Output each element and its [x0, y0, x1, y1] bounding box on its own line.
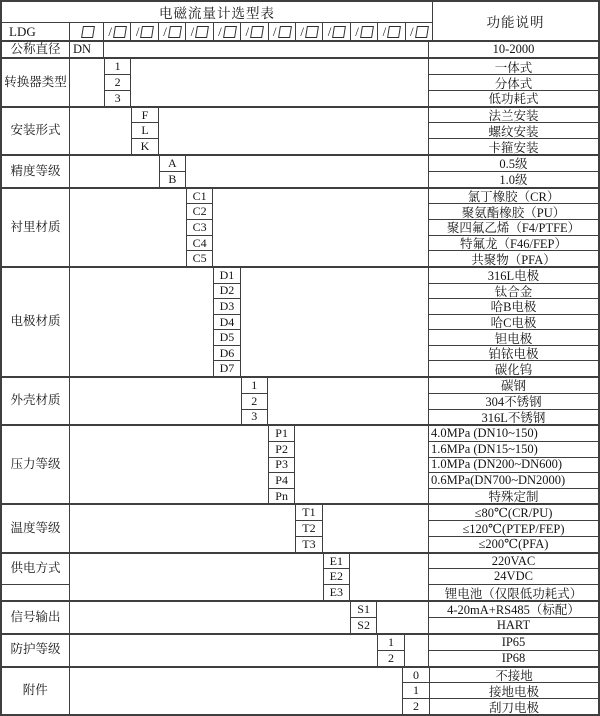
code-slot — [269, 23, 296, 40]
code-cell: S2 — [357, 617, 370, 632]
description-column — [428, 268, 598, 376]
model-code-row — [2, 23, 432, 40]
category-label: 转换器类型 — [2, 59, 70, 105]
code-box-icon — [360, 26, 374, 38]
description-cell: 法兰安装 — [429, 108, 598, 124]
slash-glyph: / — [218, 24, 222, 39]
code-box-icon — [250, 26, 264, 38]
description-cell: 1.6MPa (DN15~150) — [429, 442, 598, 458]
slash-glyph: / — [300, 24, 304, 39]
description-cell: 刮刀电极 — [489, 700, 540, 714]
code-box-icon — [305, 26, 319, 38]
description-column — [428, 602, 598, 633]
description-cell: 4-20mA+RS485（标配） — [429, 602, 598, 618]
function-column-title: 功能说明 — [432, 2, 598, 40]
code-cell: T1 — [296, 505, 321, 521]
slash-glyph: / — [410, 24, 414, 39]
slash-glyph: / — [135, 24, 140, 39]
code-cell: 1 — [403, 683, 429, 699]
code-cell: 2 — [387, 650, 394, 665]
blank-cell — [70, 505, 295, 551]
description-column — [428, 554, 598, 600]
description-cell: 1.0MPa (DN200~DN600) — [429, 458, 598, 474]
code-cell: D3 — [214, 299, 239, 315]
blank-cell — [70, 59, 104, 105]
description-column — [428, 42, 598, 57]
slash-glyph: / — [272, 24, 277, 39]
blank-cell — [323, 505, 428, 551]
blank-cell — [186, 156, 428, 187]
description-cell: ≤120℃(PTEP/FEP) — [429, 521, 598, 537]
description-cell: 哈B电极 — [429, 299, 598, 315]
description-column — [428, 59, 598, 105]
category-block — [2, 57, 598, 105]
code-cell: P1 — [269, 426, 294, 442]
blank-cell — [377, 602, 428, 633]
description-column — [428, 426, 598, 503]
category-label: 电极材质 — [2, 268, 70, 376]
blank-cell — [104, 42, 428, 57]
description-cell: 24VDC — [429, 569, 598, 585]
description-cell: 不接地 — [430, 668, 598, 684]
category-block — [2, 552, 598, 600]
code-slot — [406, 23, 432, 40]
blank-cell — [70, 189, 186, 266]
code-slot — [323, 23, 350, 40]
code-cell: T3 — [302, 536, 316, 551]
blank-cell — [70, 268, 213, 376]
category-block — [2, 666, 598, 714]
code-column — [104, 59, 131, 105]
blank-cell — [268, 378, 428, 424]
code-cell: B — [168, 171, 177, 186]
description-cell: 316L电极 — [429, 268, 598, 284]
code-cell: 3 — [251, 409, 258, 424]
blank-cell — [295, 426, 428, 503]
description-cell: IP68 — [501, 650, 526, 665]
code-cell: Pn — [275, 488, 288, 503]
code-box-icon — [140, 26, 154, 38]
code-cell: 1 — [378, 635, 403, 651]
description-cell: 4.0MPa (DN10~150) — [429, 426, 598, 442]
blank-cell — [350, 554, 428, 600]
code-cell: E1 — [324, 554, 349, 570]
code-slot — [214, 23, 241, 40]
category-label: 附件 — [2, 668, 70, 714]
category-label: 衬里材质 — [2, 189, 70, 266]
description-cell: 聚四氟乙烯（F4/PTFE） — [429, 220, 598, 236]
description-cell: 卡箍安装 — [488, 140, 539, 154]
code-cell: E3 — [329, 585, 343, 600]
description-cell: 锂电池（仅限低功耗式） — [444, 586, 583, 600]
description-cell: IP65 — [429, 635, 598, 651]
code-column — [213, 268, 240, 376]
table-header-row — [2, 2, 598, 40]
code-cell: K — [140, 139, 150, 154]
page-title: 电磁流量计选型表 — [2, 2, 432, 23]
blank-cell — [241, 268, 428, 376]
code-cell: S1 — [351, 602, 376, 618]
code-box-icon — [332, 26, 346, 38]
description-column — [428, 108, 598, 154]
code-column — [268, 426, 295, 503]
code-cell: D7 — [219, 361, 235, 376]
code-slot — [351, 23, 378, 40]
category-label: 外壳材质 — [2, 378, 70, 424]
code-cell: 2 — [105, 75, 130, 91]
slash-glyph: / — [163, 24, 167, 39]
code-cell: C1 — [187, 189, 212, 205]
description-column — [428, 378, 598, 424]
code-cell: E2 — [324, 569, 349, 585]
code-cell: C4 — [187, 236, 212, 252]
empty-label-cell — [2, 585, 69, 600]
code-cell: 1 — [105, 59, 130, 75]
code-slot — [104, 23, 131, 40]
category-block — [2, 376, 598, 424]
code-cell: C2 — [187, 204, 212, 220]
code-slot — [159, 23, 186, 40]
description-cell: ≤200℃(PFA) — [478, 537, 549, 552]
description-cell: 碳钢 — [429, 378, 598, 394]
code-cell: D6 — [214, 346, 239, 362]
code-cell: P4 — [269, 473, 294, 489]
description-cell: 特殊定制 — [488, 490, 539, 504]
slash-glyph: / — [327, 24, 332, 39]
code-slot — [131, 23, 158, 40]
code-cell: D5 — [214, 330, 239, 346]
blank-cell — [405, 635, 428, 666]
description-cell: 低功耗式 — [488, 92, 539, 106]
code-cell: 3 — [114, 90, 121, 105]
code-box-icon — [415, 26, 429, 38]
code-box-icon — [387, 26, 401, 38]
category-block — [2, 187, 598, 266]
code-cell: P2 — [269, 442, 294, 458]
description-cell: HART — [496, 617, 531, 632]
code-column — [350, 602, 377, 633]
description-cell: 螺纹安装 — [429, 123, 598, 139]
code-slot — [296, 23, 323, 40]
description-cell: 1.0级 — [499, 173, 528, 187]
code-column — [402, 668, 429, 714]
description-cell: 一体式 — [429, 59, 598, 75]
code-slot — [186, 23, 213, 40]
description-column — [429, 668, 598, 714]
code-cell: F — [132, 108, 157, 124]
category-block — [2, 633, 598, 666]
description-cell: 特氟龙（F46/FEP） — [429, 236, 598, 252]
code-cell: T2 — [296, 521, 321, 537]
category-label: 供电方式 — [2, 554, 69, 585]
model-prefix: LDG — [2, 23, 70, 40]
slash-glyph: / — [190, 24, 195, 39]
slash-glyph: / — [382, 24, 387, 39]
blank-cell — [70, 602, 350, 633]
model-first-slot — [70, 23, 104, 40]
slash-glyph: / — [245, 24, 250, 39]
description-column — [428, 505, 598, 551]
code-cell: C3 — [187, 220, 212, 236]
description-cell: 接地电极 — [430, 683, 598, 699]
code-cell: 0 — [403, 668, 429, 684]
dn-code-cell: DN — [70, 42, 104, 57]
code-cell: 1 — [242, 378, 267, 394]
blank-cell — [213, 189, 428, 266]
code-cell: L — [132, 123, 157, 139]
category-label: 信号输出 — [2, 602, 70, 633]
category-block — [2, 106, 598, 154]
description-cell: 0.6MPa(DN700~DN2000) — [429, 473, 598, 489]
description-cell: 哈C电极 — [429, 315, 598, 331]
blank-cell — [70, 108, 131, 154]
description-cell: 0.5级 — [429, 156, 598, 172]
blank-cell — [70, 156, 159, 187]
code-column — [377, 635, 404, 666]
blank-cell — [131, 59, 428, 105]
category-label: 安装形式 — [2, 108, 70, 154]
code-box-icon — [195, 26, 209, 38]
code-cell: C5 — [192, 251, 207, 266]
code-cell: 2 — [413, 699, 420, 714]
code-cell: P3 — [269, 458, 294, 474]
slash-glyph: / — [355, 24, 359, 39]
code-box-icon — [168, 26, 182, 38]
category-label: 精度等级 — [2, 156, 70, 187]
category-label: 防护等级 — [2, 635, 70, 666]
code-cell: 2 — [242, 394, 267, 410]
slash-glyph: / — [108, 24, 113, 39]
category-label: 压力等级 — [2, 426, 70, 503]
code-slot — [378, 23, 405, 40]
code-box-icon — [223, 26, 237, 38]
description-cell: 分体式 — [429, 75, 598, 91]
blank-cell — [70, 378, 241, 424]
header-left-area — [2, 2, 432, 40]
description-cell: 共聚物（PFA） — [471, 252, 556, 266]
code-cell: A — [160, 156, 185, 172]
code-slot — [241, 23, 268, 40]
category-block — [2, 600, 598, 633]
category-block — [2, 154, 598, 187]
category-block — [2, 424, 598, 503]
description-cell: 钛合金 — [429, 284, 598, 300]
category-block — [2, 40, 598, 57]
description-column — [428, 189, 598, 266]
description-cell: 碳化钨 — [494, 362, 533, 377]
blank-cell — [70, 426, 268, 503]
category-label-cell — [2, 554, 70, 600]
category-block — [2, 266, 598, 376]
code-column — [131, 108, 158, 154]
code-column — [159, 156, 186, 187]
code-box-icon — [113, 26, 127, 38]
blank-cell — [70, 668, 402, 714]
code-cell: D2 — [214, 284, 239, 300]
code-column — [323, 554, 350, 600]
description-cell: 220VAC — [429, 554, 598, 570]
code-box-icon — [81, 26, 95, 38]
description-cell: 304不锈钢 — [429, 394, 598, 410]
description-cell: ≤80℃(CR/PU) — [429, 505, 598, 521]
code-column — [186, 189, 213, 266]
code-box-icon — [278, 26, 292, 38]
code-cell: D1 — [214, 268, 239, 284]
blank-cell — [159, 108, 428, 154]
description-cell: 铂铱电极 — [429, 346, 598, 362]
description-cell: 316L不锈钢 — [481, 410, 546, 425]
description-column — [428, 156, 598, 187]
category-label: 公称直径 — [2, 42, 70, 57]
code-column — [295, 505, 322, 551]
blank-cell — [70, 635, 377, 666]
code-column — [241, 378, 268, 424]
blank-cell — [70, 554, 323, 600]
description-column — [428, 635, 598, 666]
description-cell: 钽电极 — [429, 330, 598, 346]
code-cell: D4 — [214, 315, 239, 331]
description-cell: 聚氨酯橡胶（PU） — [429, 204, 598, 220]
category-block — [2, 503, 598, 551]
category-label: 温度等级 — [2, 505, 70, 551]
description-cell: 氯丁橡胶（CR） — [429, 189, 598, 205]
description-cell: 10-2000 — [492, 42, 535, 57]
